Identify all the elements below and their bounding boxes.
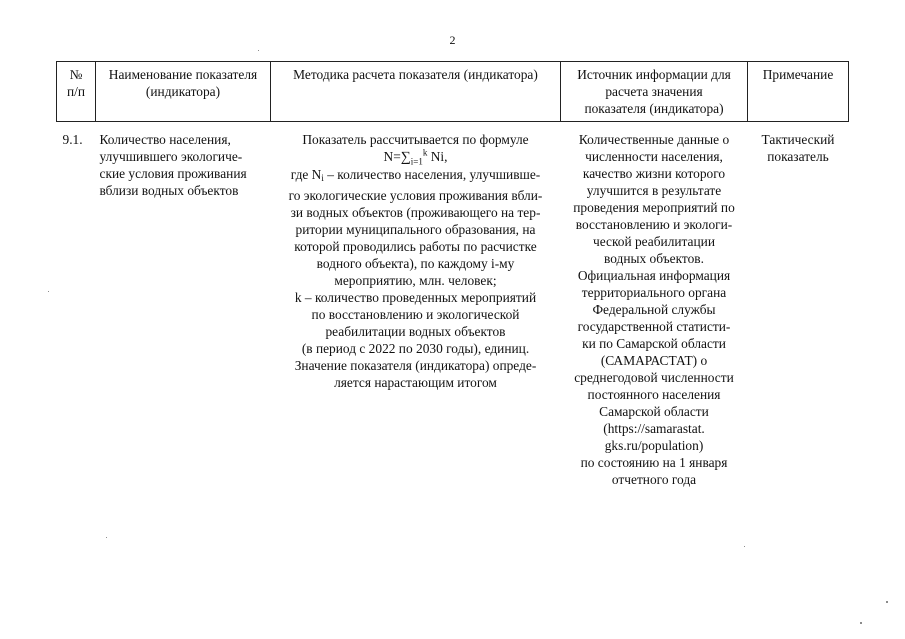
method-ni-line	[273, 166, 559, 187]
header-num-line: п/п	[66, 84, 86, 99]
indicator-name-line: улучшившего экологиче-	[99, 149, 243, 164]
source-line: по состоянию на 1 января	[580, 455, 728, 470]
formula-sum-symbol: ∑	[400, 150, 411, 165]
indicator-table	[56, 61, 849, 488]
method-line: мероприятию, млн. человек;	[334, 273, 497, 288]
formula-rhs: Ni,	[427, 149, 448, 164]
method-line: ляется нарастающим итогом	[334, 375, 497, 390]
ni-prefix: где N	[290, 167, 322, 182]
header-method	[271, 62, 561, 122]
source-line: (САМАРАСТАТ) о	[600, 353, 708, 368]
source-line: Самарской области	[599, 404, 709, 419]
ni-rest: – количество населения, улучшивше-	[323, 167, 541, 182]
source-line: ческой реабилитации	[592, 234, 716, 249]
source-url-line: gks.ru/population)	[604, 438, 704, 453]
indicator-name-line: вблизи водных объектов	[99, 183, 239, 198]
source-line: улучшится в результате	[586, 183, 722, 198]
method-line: k – количество проведенных мероприятий	[294, 290, 537, 305]
method-line: го экологические условия проживания вбли-	[288, 188, 543, 203]
method-line: Значение показателя (индикатора) опреде-	[294, 358, 537, 373]
scan-speck	[106, 537, 107, 538]
calculation-method	[271, 122, 561, 489]
header-num-line: №	[69, 67, 83, 82]
note-line: показатель	[767, 149, 829, 164]
source-line: ки по Самарской области	[582, 336, 726, 351]
method-line: которой проводились работы по расчистке	[294, 239, 537, 254]
method-line: зи водных объектов (проживающего на тер-	[290, 205, 541, 220]
note-line: Тактический	[761, 132, 835, 147]
header-source-line: Источник информации для	[577, 67, 731, 82]
formula-superscript: k	[422, 147, 428, 158]
indicator-name	[96, 122, 271, 489]
note	[748, 122, 849, 489]
source-line: качество жизни которого	[582, 166, 726, 181]
scan-speck	[258, 50, 259, 51]
table-header-row	[57, 62, 849, 122]
method-line: по восстановлению и экологической	[311, 307, 520, 322]
ni-subscript: i	[321, 173, 324, 183]
source-url-line: (https://samarastat.	[603, 421, 705, 436]
header-source-line: показателя (индикатора)	[584, 101, 724, 116]
scan-speck	[744, 546, 745, 547]
table-row	[57, 122, 849, 489]
source-line: Федеральной службы	[592, 302, 716, 317]
source-line: отчетного года	[611, 472, 697, 487]
indicator-name-line: ские условия проживания	[99, 166, 247, 181]
method-intro: Показатель рассчитывается по формуле	[302, 132, 529, 147]
source-line: восстановлению и экологи-	[575, 217, 733, 232]
method-formula	[273, 148, 559, 166]
source-line: Количественные данные о	[578, 132, 730, 147]
method-line: водного объекта), по каждому i-му	[316, 256, 515, 271]
header-num	[57, 62, 96, 122]
source-line: государственной статисти-	[577, 319, 731, 334]
header-note	[748, 62, 849, 122]
formula-subscript: i=1	[410, 156, 423, 167]
page-number: 2	[449, 33, 456, 47]
scan-speck	[860, 622, 862, 624]
header-method-line: Методика расчета показателя (индикатора)	[293, 67, 538, 82]
row-number: 9.1.	[62, 132, 83, 147]
header-source-line: расчета значения	[605, 84, 703, 99]
header-note-line: Примечание	[762, 67, 834, 82]
header-source	[561, 62, 748, 122]
information-source	[561, 122, 748, 489]
source-line: численности населения,	[585, 149, 723, 164]
header-name	[96, 62, 271, 122]
indicator-name-line: Количество населения,	[99, 132, 231, 147]
formula-lhs: N=	[383, 149, 401, 164]
source-line: проведения мероприятий по	[573, 200, 735, 215]
method-line: (в период с 2022 по 2030 годы), единиц.	[301, 341, 530, 356]
source-line: водных объектов.	[604, 251, 704, 266]
header-name-line: (индикатора)	[145, 84, 221, 99]
source-line: постоянного населения	[587, 387, 721, 402]
scan-speck	[886, 601, 888, 603]
source-line: среднегодовой численности	[574, 370, 734, 385]
scan-speck	[48, 291, 49, 292]
method-line: реабилитации водных объектов	[325, 324, 506, 339]
header-name-line: Наименование показателя	[108, 67, 258, 82]
source-line: Официальная информация	[577, 268, 731, 283]
method-line: ритории муниципального образования, на	[295, 222, 536, 237]
source-line: территориального органа	[581, 285, 727, 300]
